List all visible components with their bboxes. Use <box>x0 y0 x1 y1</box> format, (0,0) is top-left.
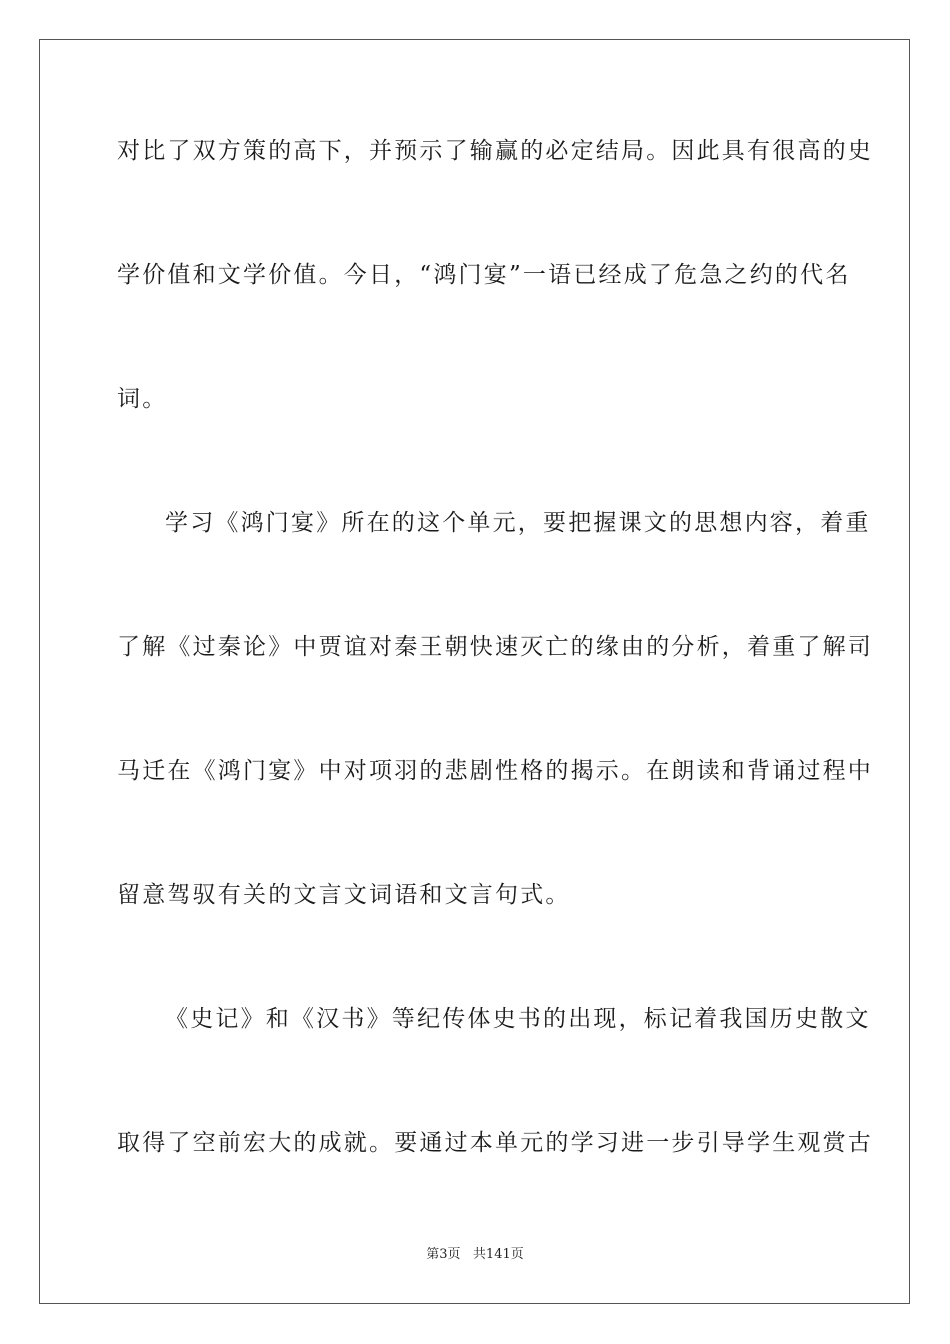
text-line-4: 学习《鸿门宴》所在的这个单元，要把握课文的思想内容，着重 <box>165 510 871 536</box>
text-line-5: 了解《过秦论》中贾谊对秦王朝快速灭亡的缘由的分析，着重了解司 <box>117 634 873 660</box>
page-border <box>39 39 910 1304</box>
page-number: 第3页 <box>426 1247 461 1262</box>
text-line-6: 马迁在《鸿门宴》中对项羽的悲剧性格的揭示。在朗读和背诵过程中 <box>117 758 873 784</box>
text-line-7: 留意驾驭有关的文言文词语和文言句式。 <box>117 882 571 908</box>
page-footer <box>0 1246 950 1264</box>
text-line-1: 对比了双方策的高下，并预示了输赢的必定结局。因此具有很高的史 <box>117 138 873 164</box>
text-line-2: 学价值和文学价值。今日，“鸿门宴”一语已经成了危急之约的代名 <box>117 262 851 288</box>
text-line-3: 词。 <box>117 386 168 412</box>
text-line-8: 《史记》和《汉书》等纪传体史书的出现，标记着我国历史散文 <box>165 1006 871 1032</box>
text-line-9: 取得了空前宏大的成就。要通过本单元的学习进一步引导学生观赏古 <box>117 1130 873 1156</box>
page-total: 共141页 <box>472 1247 524 1262</box>
